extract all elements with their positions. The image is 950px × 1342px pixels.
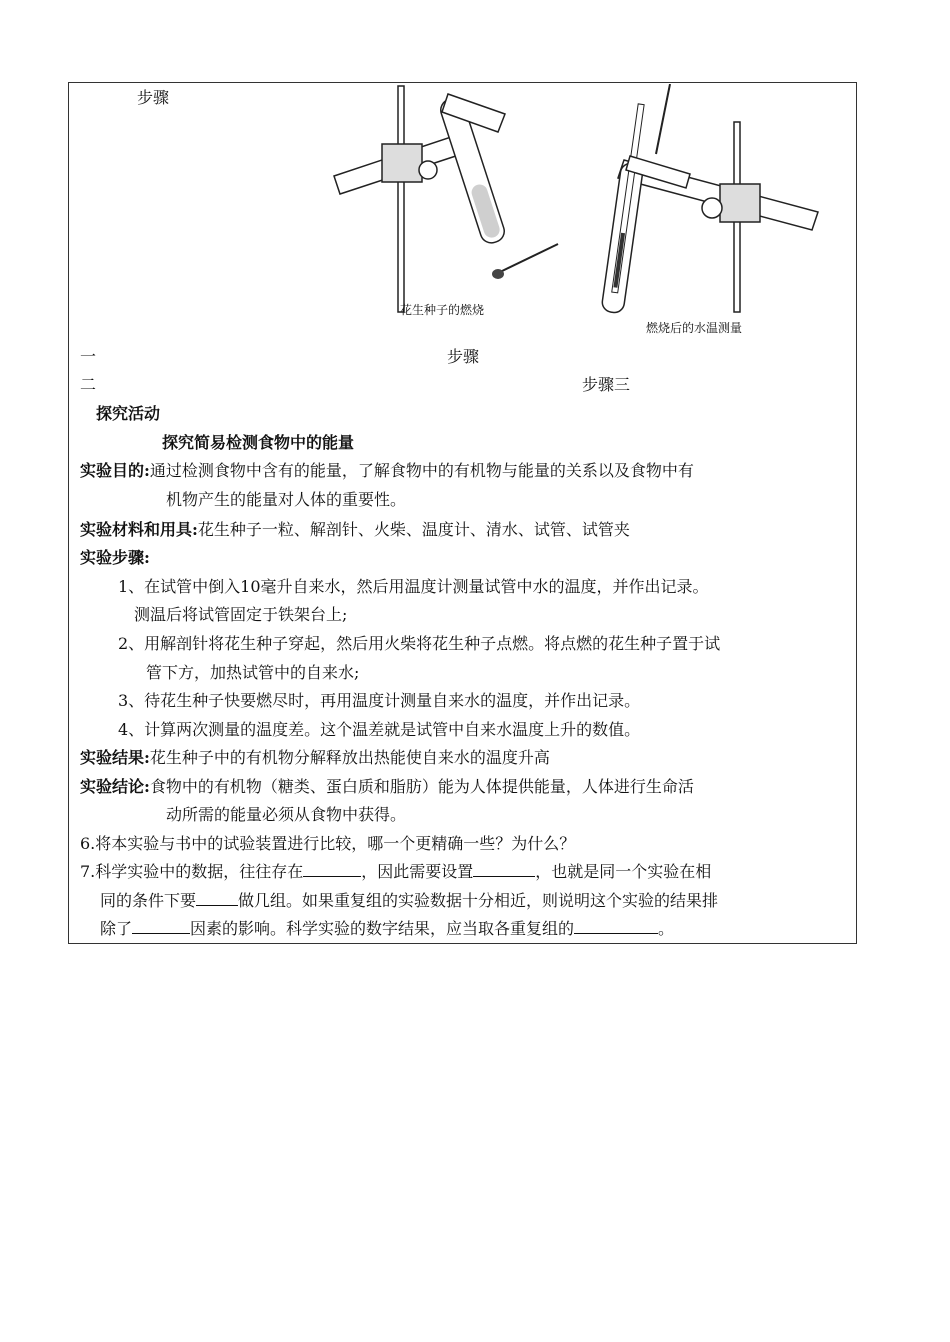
q7-text-b: ，因此需要设置	[361, 862, 474, 881]
result-line	[80, 748, 550, 768]
q7-text-f: 除了	[100, 919, 133, 938]
conclusion-text: 食物中的有机物（糖类、蛋白质和脂肪）能为人体提供能量，人体进行生命活	[149, 777, 694, 796]
materials-label: 实验材料和用具:	[80, 520, 198, 539]
purpose-line1	[80, 461, 694, 481]
question-6: 6.将本实验与书中的试验装置进行比较，哪一个更精确一些？为什么？	[80, 834, 576, 853]
conclusion-line1	[80, 777, 694, 797]
step4: 4、计算两次测量的温度差。这个温差就是试管中自来水温度上升的数值。	[118, 720, 641, 739]
step1-line2: 测温后将试管固定于铁架台上;	[134, 605, 348, 624]
question-7-line2	[100, 891, 718, 911]
purpose-label: 实验目的:	[80, 461, 150, 480]
step-row1-left: 一	[80, 347, 97, 366]
conclusion-line2: 动所需的能量必须从食物中获得。	[166, 805, 407, 824]
caption-peanut-burning: 花生种子的燃烧	[400, 303, 485, 317]
q7-text-e: 做几组。如果重复组的实验数据十分相近，则说明这个实验的结果排	[238, 891, 719, 910]
blank-1[interactable]	[303, 862, 361, 877]
q7-text-c: ，也就是同一个实验在相	[535, 862, 712, 881]
step-row2-right: 步骤三	[582, 375, 631, 394]
blank-4[interactable]	[132, 919, 190, 934]
step-row2-left: 二	[80, 375, 97, 394]
activity-title: 探究简易检测食物中的能量	[162, 433, 355, 452]
water-temperature-figure	[600, 84, 820, 344]
purpose-text: 通过检测食物中含有的能量，了解食物中的有机物与能量的关系以及食物中有	[149, 461, 694, 480]
result-label: 实验结果:	[80, 748, 150, 767]
activity-heading: 探究活动	[96, 404, 161, 423]
blank-3[interactable]	[196, 891, 238, 906]
question-7-line1	[80, 862, 711, 882]
steps-label: 实验步骤:	[80, 548, 150, 567]
blank-2[interactable]	[473, 862, 535, 877]
step2-line1: 2、用解剖针将花生种子穿起，然后用火柴将花生种子点燃。将点燃的花生种子置于试	[118, 634, 721, 653]
step-row1-right: 步骤	[447, 347, 480, 366]
q7-text-h: 。	[658, 919, 675, 938]
step2-line2: 管下方，加热试管中的自来水;	[146, 663, 360, 682]
caption-water-temp: 燃烧后的水温测量	[646, 321, 743, 335]
purpose-line2: 机物产生的能量对人体的重要性。	[166, 490, 407, 509]
materials-text: 花生种子一粒、解剖针、火柴、温度计、清水、试管、试管夹	[197, 520, 630, 539]
figure-top-label: 步骤	[137, 88, 170, 107]
q7-text-a: 7.科学实验中的数据，往往存在	[80, 862, 304, 881]
result-text: 花生种子中的有机物分解释放出热能使自来水的温度升高	[149, 748, 550, 767]
question-7-line3	[100, 919, 674, 939]
step1-line1: 1、在试管中倒入10毫升自来水，然后用温度计测量试管中水的温度，并作出记录。	[118, 577, 709, 596]
conclusion-label: 实验结论:	[80, 777, 150, 796]
peanut-burning-figure	[330, 84, 570, 324]
blank-5[interactable]	[574, 919, 658, 934]
step3: 3、待花生种子快要燃尽时，再用温度计测量自来水的温度，并作出记录。	[118, 691, 641, 710]
q7-text-d: 同的条件下要	[100, 891, 197, 910]
q7-text-g: 因素的影响。科学实验的数字结果，应当取各重复组的	[190, 919, 575, 938]
materials-line	[80, 520, 630, 540]
